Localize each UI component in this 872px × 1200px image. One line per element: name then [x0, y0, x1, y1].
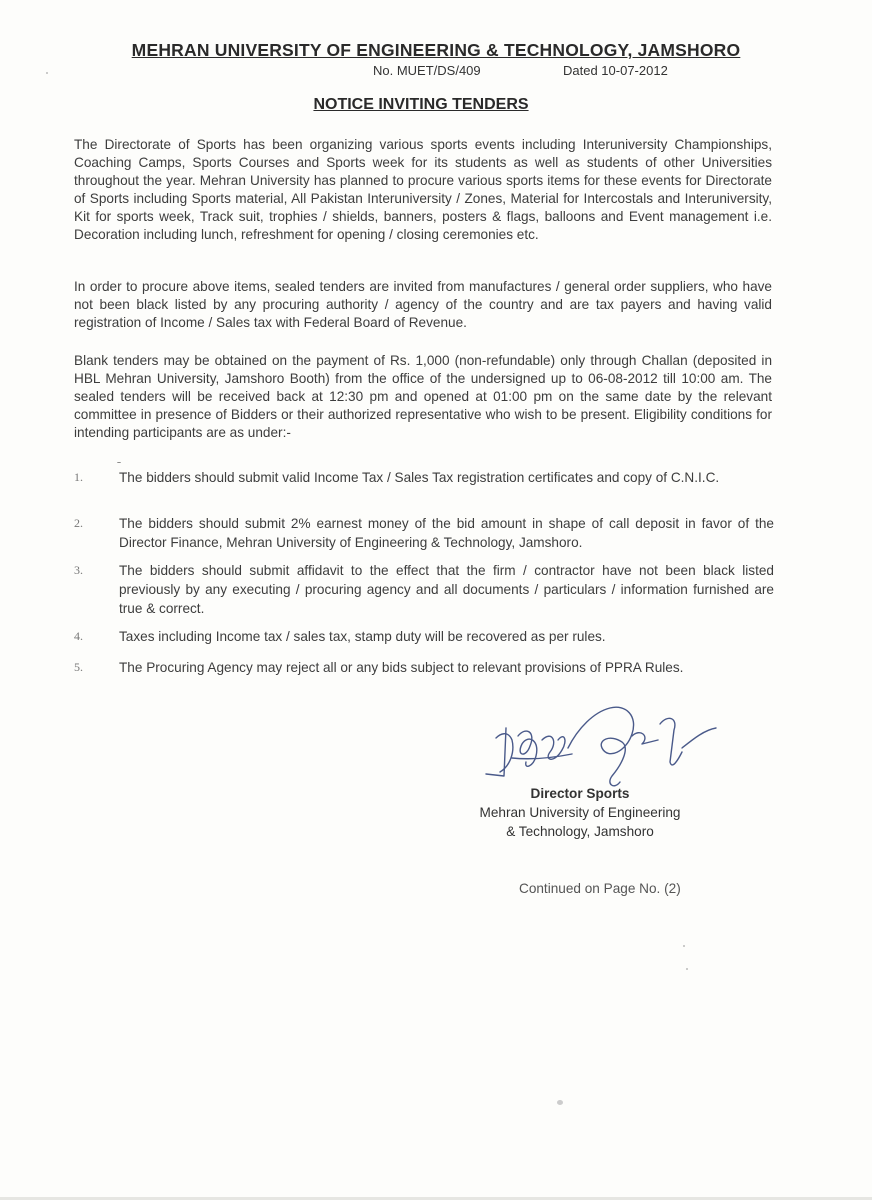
- scan-speck: [557, 1100, 563, 1105]
- condition-number: 2.: [74, 516, 83, 530]
- notice-title: NOTICE INVITING TENDERS: [313, 96, 529, 113]
- paragraph-invitation: In order to procure above items, sealed tenders are invited from manufactures / general order suppliers, who have not been black listed by any procuring authority / agency of the country and are tax payers and having valid registration of Income / Sales tax with Federal Board of Revenue.: [74, 279, 772, 330]
- signatory-block: [430, 784, 730, 841]
- paragraph-procedure: Blank tenders may be obtained on the payment of Rs. 1,000 (non-refundable) only through Challan (deposited in HBL Mehran University, Jamshoro Booth) from the office of the undersigned up to 06-08-2012 till 10:00 am. The sealed tenders will be received back at 12:30 pm and opened at 01:00 pm on the same date by the relevant committee in presence of Bidders or their authorized representative who wish to be present. Eligibility conditions for intending participants are as under:-: [74, 353, 772, 440]
- condition-number: 3.: [74, 563, 83, 577]
- scan-speck: [683, 945, 685, 947]
- scan-speck: [686, 968, 688, 970]
- signatory-org-line2: & Technology, Jamshoro: [506, 824, 654, 839]
- handwritten-signature: [482, 700, 742, 795]
- condition-text: Taxes including Income tax / sales tax, stamp duty will be recovered as per rules.: [119, 629, 606, 644]
- signatory-role: Director Sports: [530, 786, 630, 801]
- condition-number: 1.: [74, 470, 83, 484]
- signatory-org-line1: Mehran University of Engineering: [479, 805, 681, 820]
- condition-text: The bidders should submit valid Income Tax / Sales Tax registration certificates and copy of C.N.I.C.: [119, 470, 720, 485]
- condition-text: The bidders should submit affidavit to the effect that the firm / contractor have not been black listed previously by any executing / procuring agency and all documents / particulars / information furnished are true & correct.: [119, 563, 774, 616]
- scan-speck: [46, 72, 48, 74]
- condition-text: The bidders should submit 2% earnest money of the bid amount in shape of call deposit in favor of the Director Finance, Mehran University of Engineering & Technology, Jamshoro.: [119, 516, 774, 550]
- condition-text: The Procuring Agency may reject all or any bids subject to relevant provisions of PPRA Rules.: [119, 660, 684, 675]
- condition-number: 4.: [74, 629, 83, 643]
- document-date: Dated 10-07-2012: [563, 63, 668, 78]
- reference-line: [373, 63, 668, 78]
- continued-note: Continued on Page No. (2): [519, 881, 681, 896]
- scan-speck: [117, 462, 121, 463]
- condition-number: 5.: [74, 660, 83, 674]
- reference-number: No. MUET/DS/409: [373, 63, 481, 78]
- paragraph-intro: The Directorate of Sports has been organizing various sports events including Interuniversity Championships, Coaching Camps, Sports Courses and Sports week for its students as well as students of other Universities throughout the year. Mehran University has planned to procure various sports items for these events for Directorate of Sports including Sports material, All Pakistan Interuniversity / Zones, Material for Intercostals and Interuniversity, Kit for sports week, Track suit, trophies / shields, banners, posters & flags, balloons and Event management i.e. Decoration including lunch, refreshment for opening / closing ceremonies etc.: [74, 137, 772, 242]
- university-header: MEHRAN UNIVERSITY OF ENGINEERING & TECHNOLOGY, JAMSHORO: [131, 40, 741, 60]
